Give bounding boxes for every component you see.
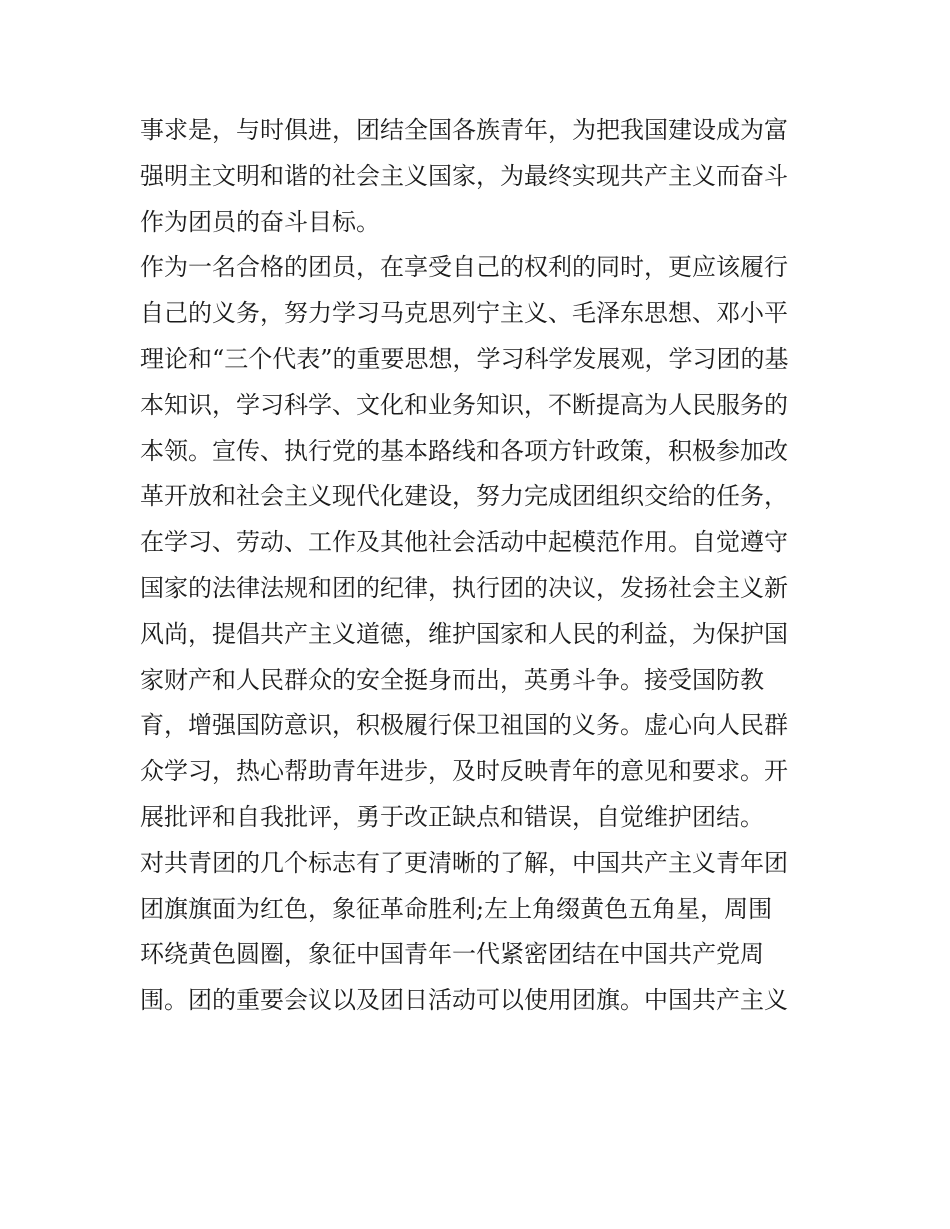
text-line: 环绕黄色圆圈，象征中国青年一代紧密团结在中国共产党周 [140, 940, 764, 969]
text-line: 自己的义务，努力学习马克思列宁主义、毛泽东思想、邓小平 [140, 299, 788, 328]
body-text [140, 108, 820, 1024]
text-line: 事求是，与时俱进，团结全国各族青年，为把我国建设成为富 [140, 116, 788, 144]
text-line: 理论和“三个代表”的重要思想，学习科学发展观，学习团的基 [140, 344, 789, 373]
text-line: 围。团的重要会议以及团日活动可以使用团旗。中国共产主义 [140, 986, 788, 1015]
text-line: 国家的法律法规和团的纪律，执行团的决议，发扬社会主义新 [140, 573, 788, 602]
text-line: 众学习，热心帮助青年进步，及时反映青年的意见和要求。开 [140, 757, 788, 786]
text-line: 本知识，学习科学、文化和业务知识，不断提高为人民服务的 [140, 390, 788, 419]
text-line: 团旗旗面为红色，象征革命胜利;左上角缀黄色五角星，周围 [140, 894, 773, 923]
text-line: 作为团员的奋斗目标。 [140, 207, 380, 236]
text-line: 作为一名合格的团员，在享受自己的权利的同时，更应该履行 [140, 253, 788, 282]
text-line: 风尚，提倡共产主义道德，维护国家和人民的利益，为保护国 [140, 619, 788, 648]
text-line: 育，增强国防意识，积极履行保卫祖国的义务。虚心向人民群 [140, 711, 788, 740]
text-line: 本领。宣传、执行党的基本路线和各项方针政策，积极参加改 [140, 436, 788, 465]
text-line: 对共青团的几个标志有了更清晰的了解，中国共产主义青年团 [140, 848, 788, 877]
text-line: 展批评和自我批评，勇于改正缺点和错误，自觉维护团结。 [140, 802, 764, 831]
text-line: 家财产和人民群众的安全挺身而出，英勇斗争。接受国防教 [140, 665, 764, 694]
text-line: 在学习、劳动、工作及其他社会活动中起模范作用。自觉遵守 [140, 528, 788, 557]
text-line: 强明主文明和谐的社会主义国家，为最终实现共产主义而奋斗 [140, 161, 788, 190]
text-line: 革开放和社会主义现代化建设，努力完成团组织交给的任务， [140, 482, 788, 511]
